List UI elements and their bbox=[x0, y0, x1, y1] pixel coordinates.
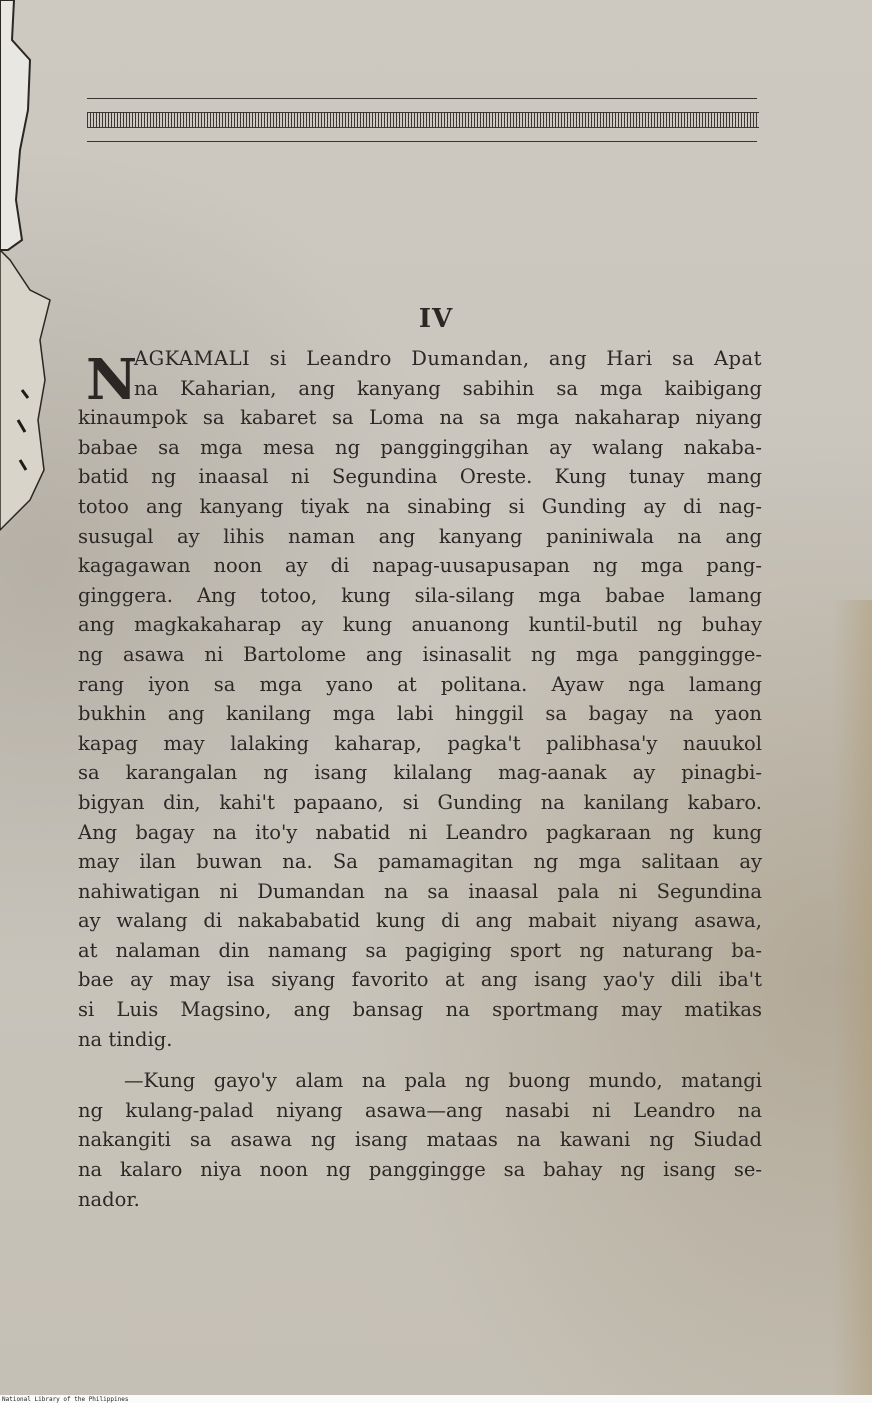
paragraph-gap bbox=[78, 1054, 762, 1066]
text-line: ay walang di nakababatid kung di ang mabait niyang asawa, bbox=[78, 909, 762, 933]
text-line: Ang bagay na ito'y nabatid ni Leandro pagkaraan ng kung bbox=[78, 820, 762, 844]
text-line: babae sa mga mesa ng pangginggihan ay walang nakaba- bbox=[78, 435, 762, 459]
torn-page-edge bbox=[0, 0, 60, 560]
text-line: ginggera. Ang totoo, kung sila-silang mga babae lamang bbox=[78, 583, 762, 607]
text-line: kinaumpok sa kabaret sa Loma na sa mga nakaharap niyang bbox=[78, 406, 762, 430]
text-line: ng asawa ni Bartolome ang isinasalit ng mga panggingge- bbox=[78, 642, 762, 666]
text-line: batid ng inaasal ni Segundina Oreste. Kung tunay mang bbox=[78, 465, 762, 489]
library-credit: National Library of the Philippines bbox=[2, 1396, 129, 1403]
text-line: AGKAMALI si Leandro Dumandan, ang Hari sa Apat bbox=[134, 347, 762, 370]
drop-cap: N bbox=[86, 347, 138, 413]
text-line: totoo ang kanyang tiyak na sinabing si Gunding ay di nag- bbox=[78, 494, 762, 518]
text-line: sa karangalan ng isang kilalang mag-aanak ay pinagbi- bbox=[78, 761, 762, 785]
text-line: bae ay may isa siyang favorito at ang isang yao'y dili iba't bbox=[78, 968, 762, 992]
text-line: na Kaharian, ang kanyang sabihin sa mga kaibigang bbox=[134, 376, 762, 400]
text-line: rang iyon sa mga yano at politana. Ayaw nga lamang bbox=[78, 672, 762, 696]
text-line: na tindig. bbox=[78, 1027, 173, 1051]
text-line: kagagawan noon ay di napag-uusapusapan ng mga pang- bbox=[78, 554, 762, 578]
text-line: nahiwatigan ni Dumandan na sa inaasal pala ni Segundina bbox=[78, 879, 762, 903]
text-line: at nalaman din namang sa pagiging sport ng naturang ba- bbox=[78, 938, 762, 962]
text-line: ng kulang-palad niyang asawa—ang nasabi ni Leandro na bbox=[78, 1098, 762, 1122]
text-line: bukhin ang kanilang mga labi hinggil sa bagay na yaon bbox=[78, 702, 762, 726]
text-line: nakangiti sa asawa ng isang mataas na kawani ng Siudad bbox=[78, 1128, 762, 1152]
text-line: may ilan buwan na. Sa pamamagitan ng mga salitaan ay bbox=[78, 850, 762, 874]
text-line: bigyan din, kahi't papaano, si Gunding na kanilang kabaro. bbox=[78, 790, 762, 814]
chapter-number: IV bbox=[418, 304, 454, 334]
text-line: si Luis Magsino, ang bansag na sportmang may matikas bbox=[78, 998, 762, 1022]
text-line: ang magkakaharap ay kung anuanong kuntil-butil ng buhay bbox=[78, 613, 762, 637]
header-rule-bottom bbox=[87, 141, 757, 142]
text-line: susugal ay lihis naman ang kanyang paniniwala na ang bbox=[78, 524, 762, 548]
text-line: —Kung gayo'y alam na pala ng buong mundo, matangi bbox=[124, 1069, 762, 1093]
header-ornament-band bbox=[87, 112, 759, 128]
text-line: nador. bbox=[78, 1187, 140, 1211]
text-line: kapag may lalaking kaharap, pagka't palibhasa'y nauukol bbox=[78, 731, 762, 755]
text-line: na kalaro niya noon ng panggingge sa bahay ng isang se- bbox=[78, 1158, 762, 1182]
body-text bbox=[78, 344, 762, 1214]
page-stain bbox=[832, 600, 872, 1395]
header-rule-top bbox=[87, 98, 757, 99]
